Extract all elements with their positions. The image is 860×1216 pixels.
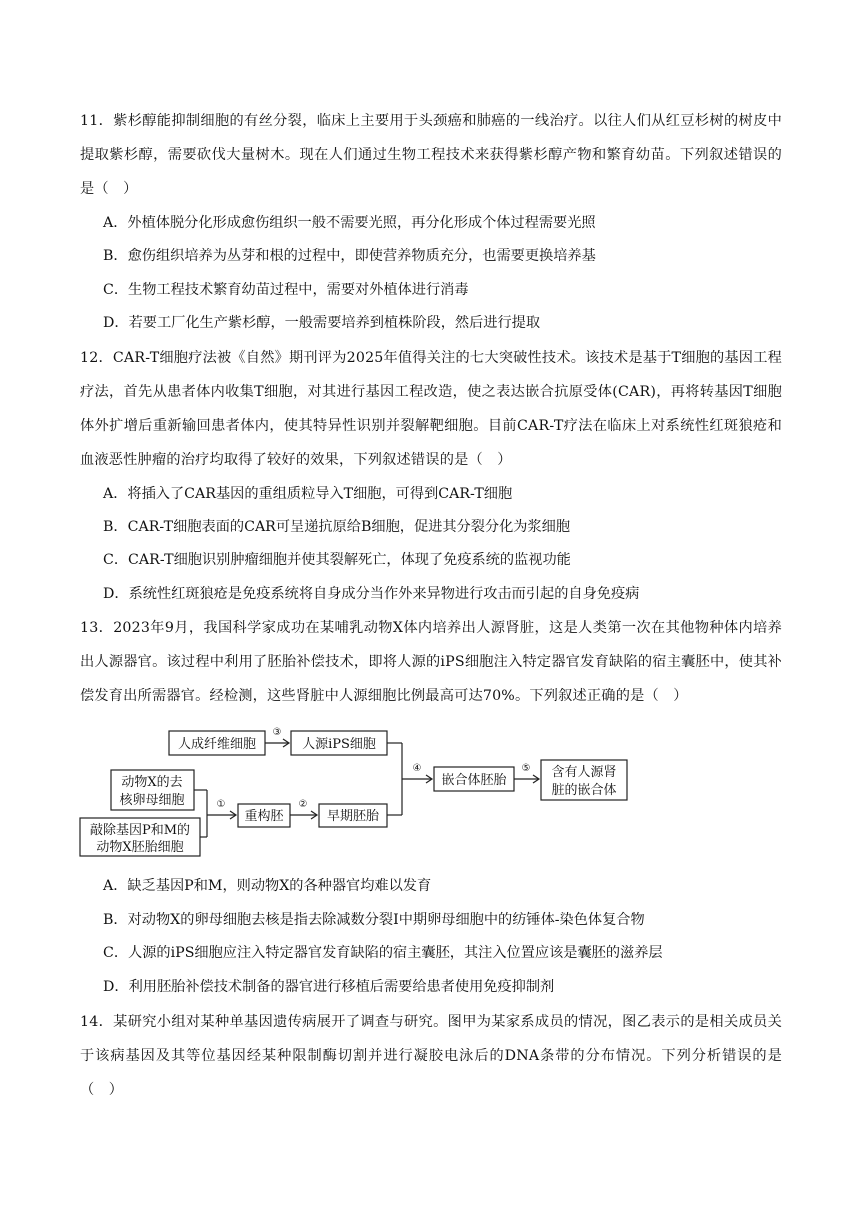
box-chimera-embryo-label: 嵌合体胚胎 <box>441 773 507 788</box>
question-11-option-b: B．愈伤组织培养为丛芽和根的过程中，即使营养物质充分，也需要更换培养基 <box>103 248 596 264</box>
box-oocyte-label-1: 动物X的去 <box>121 775 183 790</box>
step-2-label: ② <box>298 799 308 810</box>
question-14-stem: 14．某研究小组对某种单基因遗传病展开了调查与研究。图甲为某家系成员的情况，图乙表示的是相关成员关于该病基因及其等位基因经某种限制酶切割并进行凝胶电泳后的DNA条带的分布情况。下列分析错误的是（ ） <box>80 1014 782 1098</box>
step-3-label: ③ <box>272 727 282 738</box>
question-13-stem: 13．2023年9月，我国科学家成功在某哺乳动物X体内培养出人源肾脏，这是人类第一次在其他物种体内培养出人源器官。该过程中利用了胚胎补偿技术，即将人源的iPS细胞注入特定器官发育缺陷的宿主囊胚中，使其补偿发育出所需器官。经检测，这些肾脏中人源细胞比例最高可达70%。下列叙述正确的是（ ） <box>80 620 782 704</box>
question-11-option-c: C．生物工程技术繁育幼苗过程中，需要对外植体进行消毒 <box>103 282 469 298</box>
step-4-label: ④ <box>412 763 422 774</box>
question-12-option-d: D．系统性红斑狼疮是免疫系统将自身成分当作外来异物进行攻击而引起的自身免疫病 <box>103 586 640 602</box>
step-5-label: ⑤ <box>521 763 531 774</box>
question-13-option-a: A．缺乏基因P和M，则动物X的各种器官均难以发育 <box>103 878 432 894</box>
question-13-option-c: C．人源的iPS细胞应注入特定器官发育缺陷的宿主囊胚，其注入位置应该是囊胚的滋养层 <box>103 945 663 961</box>
question-13-option-d: D．利用胚胎补偿技术制备的器官进行移植后需要给患者使用免疫抑制剂 <box>103 979 555 995</box>
question-12-option-c: C．CAR-T细胞识别肿瘤细胞并使其裂解死亡，体现了免疫系统的监视功能 <box>103 552 571 568</box>
question-13-option-b: B．对动物X的卵母细胞去核是指去除减数分裂Ⅰ中期卵母细胞中的纺锤体-染色体复合物 <box>103 912 645 928</box>
box-early-embryo-label: 早期胚胎 <box>326 809 380 824</box>
step-1-label: ① <box>216 799 226 810</box>
box-embryo-cell-label-1: 敲除基因P和M的 <box>89 823 191 838</box>
box-oocyte-label-2: 核卵母细胞 <box>119 793 185 808</box>
question-12-option-b: B．CAR-T细胞表面的CAR可呈递抗原给B细胞，促进其分裂分化为浆细胞 <box>103 519 571 535</box>
box-chimera-result-label-2: 脏的嵌合体 <box>551 783 617 798</box>
box-fibroblast-label: 人成纤维细胞 <box>177 737 257 752</box>
question-12-stem: 12．CAR-T细胞疗法被《自然》期刊评为2025年值得关注的七大突破性技术。该技术是基于T细胞的基因工程疗法，首先从患者体内收集T细胞，对其进行基因工程改造，使之表达嵌合抗原受体(CAR)，再将转基因T细胞体外扩增后重新输回患者体内，使其特异性识别并裂解靶细胞。目前CAR-T疗法在临床上对系统性红斑狼疮和血液恶性肿瘤的治疗均取得了较好的效果，下列叙述错误的是（ ） <box>80 350 782 468</box>
question-11-option-a: A．外植体脱分化形成愈伤组织一般不需要光照，再分化形成个体过程需要光照 <box>103 215 596 231</box>
question-11-stem: 11．紫杉醇能抑制细胞的有丝分裂，临床上主要用于头颈癌和肺癌的一线治疗。以往人们从红豆杉树的树皮中提取紫杉醇，需要砍伐大量树木。现在人们通过生物工程技术来获得紫杉醇产物和繁育幼苗。下列叙述错误的是（ ） <box>80 113 782 197</box>
embryo-compensation-flow-diagram <box>78 724 638 862</box>
question-12-option-a: A．将插入了CAR基因的重组质粒导入T细胞，可得到CAR-T细胞 <box>103 486 513 502</box>
question-11-option-d: D．若要工厂化生产紫杉醇，一般需要培养到植株阶段，然后进行提取 <box>103 315 541 331</box>
box-ips-label: 人源iPS细胞 <box>302 737 376 752</box>
box-reconstructed-embryo-label: 重构胚 <box>244 809 284 824</box>
box-embryo-cell-label-2: 动物X胚胎细胞 <box>96 840 184 855</box>
box-chimera-result-label-1: 含有人源肾 <box>551 765 617 780</box>
